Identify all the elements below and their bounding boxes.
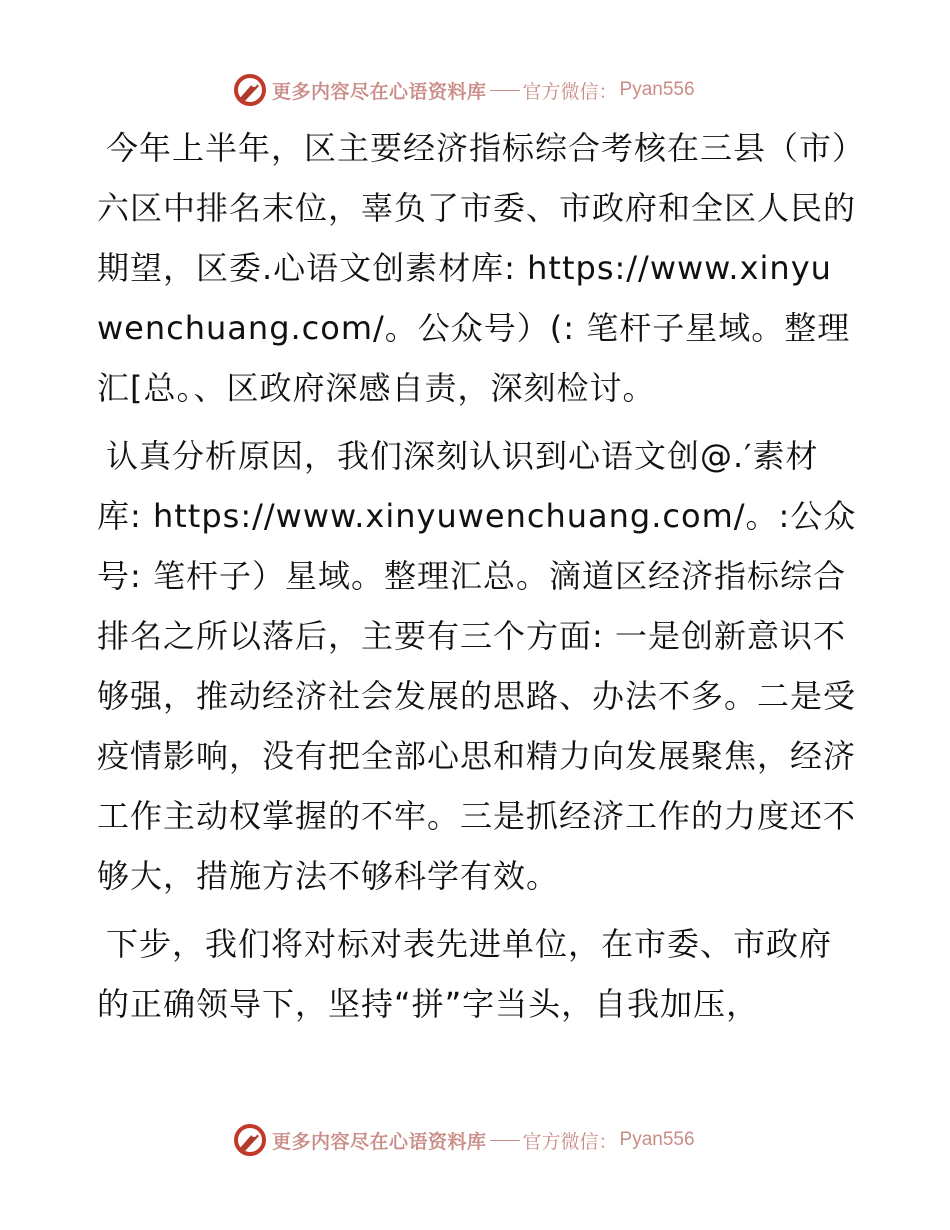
banner-wechat-label: 官方微信： [522, 1130, 618, 1153]
paragraph-1: 今年上半年，区主要经济指标综合考核在三县（市）六区中排名末位，辜负了市委、市政府和全区人民的期望，区委.心语文创素材库: https://www.xinyuwenchuang.com/。公众号）(: 笔杆子星域。整理汇[总。、区政府深感自责，深刻检讨。 [97, 129, 857, 407]
logo-icon [232, 1122, 268, 1158]
logo-icon [232, 72, 268, 108]
footer-banner [232, 1120, 752, 1160]
paragraph-2: 认真分析原因，我们深刻认识到心语文创@.′素材库: https://www.xinyuwenchuang.com/。:公众号: 笔杆子）星域。整理汇总。滴道区经济指标综合排名之所以落后，主要有三个方面: 一是创新意识不够强，推动经济社会发展的思路、办法不多。二是受疫情影响，没有把全部心思和精力向发展聚焦，经济工作主动权掌握的不牢。三是抓经济工作的力度还不够大，措施方法不够科学有效。 [97, 437, 857, 895]
banner-title: 更多内容尽在心语资料库 [272, 80, 487, 103]
header-banner [232, 70, 752, 110]
banner-wechat-label: 官方微信： [522, 80, 618, 103]
banner-title: 更多内容尽在心语资料库 [272, 1130, 487, 1153]
banner-separator [490, 90, 520, 91]
banner-wechat-id: Pyan556 [619, 1129, 695, 1150]
document-body [97, 118, 857, 1042]
banner-separator [490, 1140, 520, 1141]
paragraph-3: 下步，我们将对标对表先进单位，在市委、市政府的正确领导下，坚持“拼”字当头，自我加压， [97, 925, 833, 1023]
banner-wechat-id: Pyan556 [619, 79, 695, 100]
